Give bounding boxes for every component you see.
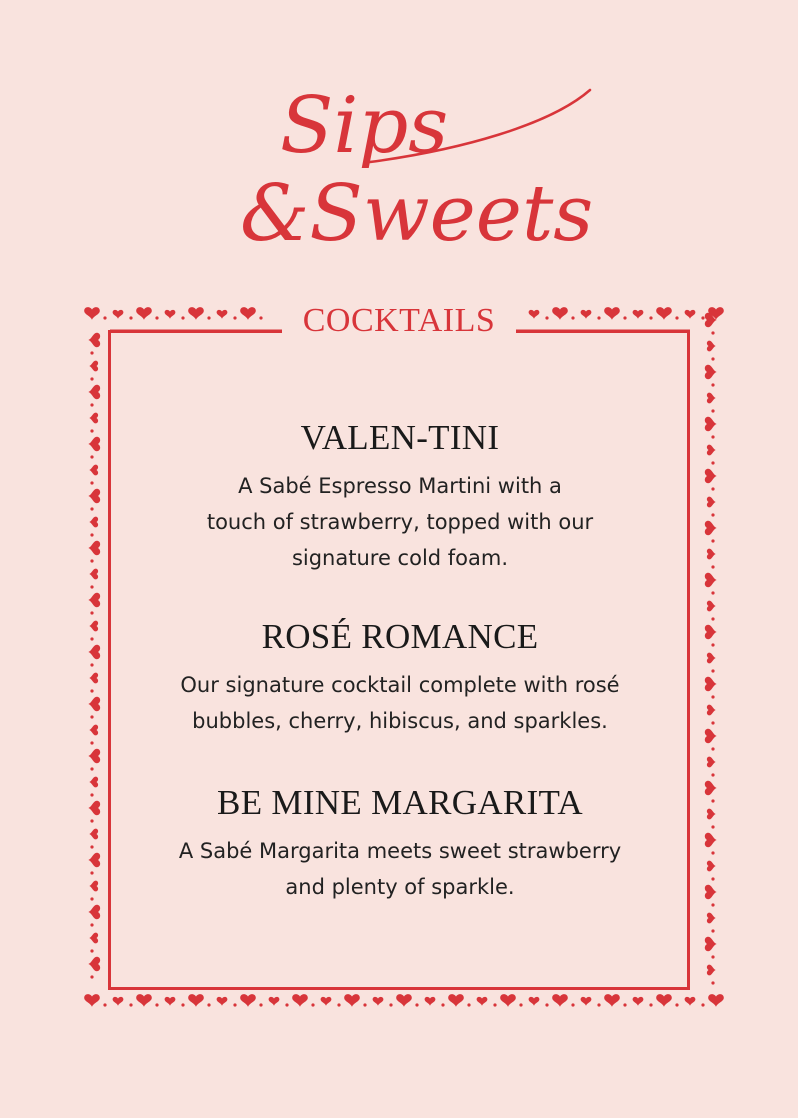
dot-icon: [711, 357, 714, 360]
heart-icon: [707, 861, 716, 872]
heart-icon: [707, 341, 716, 352]
dot-icon: [285, 1003, 288, 1006]
dot-icon: [90, 611, 93, 614]
heart-icon: [165, 997, 176, 1006]
dot-icon: [389, 1003, 392, 1006]
dot-icon: [207, 1003, 210, 1006]
dot-icon: [90, 429, 93, 432]
dot-icon: [711, 799, 714, 802]
heart-icon: [581, 310, 592, 319]
item-name: ROSÉ ROMANCE: [261, 617, 539, 656]
heart-icon: [705, 885, 717, 899]
dot-icon: [711, 721, 714, 724]
heart-icon: [705, 521, 717, 535]
heart-icon: [633, 310, 644, 319]
heart-icon: [604, 994, 620, 1007]
heart-icon: [89, 829, 98, 840]
dot-icon: [90, 897, 93, 900]
item-name: VALEN-TINI: [300, 418, 500, 457]
dot-icon: [711, 409, 714, 412]
dot-icon: [711, 643, 714, 646]
heart-icon: [88, 385, 100, 399]
heart-icon: [88, 645, 100, 659]
heart-icon: [89, 413, 98, 424]
logo-line-1: Sips: [280, 81, 449, 171]
heart-icon: [707, 497, 716, 508]
heart-icon: [89, 621, 98, 632]
dot-icon: [519, 1003, 522, 1006]
dot-icon: [711, 461, 714, 464]
dot-icon: [129, 1003, 132, 1006]
heart-icon: [88, 593, 100, 607]
heart-icon: [705, 573, 717, 587]
dot-icon: [467, 1003, 470, 1006]
heart-icon: [113, 997, 124, 1006]
heart-icon: [707, 757, 716, 768]
dot-icon: [571, 1003, 574, 1006]
dot-icon: [181, 316, 184, 319]
dot-icon: [90, 403, 93, 406]
dot-icon: [207, 316, 210, 319]
heart-icon: [88, 333, 100, 347]
heart-icon: [88, 541, 100, 555]
desc-line: and plenty of sparkle.: [285, 875, 515, 899]
dot-icon: [90, 793, 93, 796]
heart-icon: [656, 994, 672, 1007]
heart-icon: [113, 310, 124, 319]
heart-icon: [344, 994, 360, 1007]
dot-icon: [90, 715, 93, 718]
dot-icon: [90, 533, 93, 536]
dot-icon: [649, 316, 652, 319]
heart-icon: [88, 957, 100, 971]
heart-icon: [89, 361, 98, 372]
heart-icon: [448, 994, 464, 1007]
dot-icon: [90, 741, 93, 744]
heart-icon: [708, 994, 724, 1007]
heart-icon: [84, 994, 100, 1007]
heart-icon: [500, 994, 516, 1007]
dot-icon: [129, 316, 132, 319]
dot-icon: [571, 316, 574, 319]
desc-line: bubbles, cherry, hibiscus, and sparkles.: [192, 709, 608, 733]
heart-icon: [136, 994, 152, 1007]
heart-icon: [269, 997, 280, 1006]
heart-icon: [705, 833, 717, 847]
dot-icon: [711, 617, 714, 620]
dot-icon: [711, 487, 714, 490]
heart-icon: [633, 997, 644, 1006]
heart-icon: [552, 307, 568, 320]
dot-icon: [90, 481, 93, 484]
heart-icon: [425, 997, 436, 1006]
heart-icon: [705, 625, 717, 639]
heart-icon: [89, 517, 98, 528]
heart-icon: [217, 310, 228, 319]
menu-item: [150, 783, 650, 905]
dot-icon: [90, 559, 93, 562]
item-name: BE MINE MARGARITA: [217, 783, 583, 822]
desc-line: A Sabé Espresso Martini with a: [238, 474, 562, 498]
dot-icon: [711, 851, 714, 854]
dot-icon: [155, 316, 158, 319]
heart-icon: [165, 310, 176, 319]
heart-icon: [656, 307, 672, 320]
dot-icon: [337, 1003, 340, 1006]
heart-icon: [705, 417, 717, 431]
dot-icon: [711, 929, 714, 932]
dot-icon: [103, 316, 106, 319]
dot-icon: [90, 637, 93, 640]
desc-line: touch of strawberry, topped with our: [206, 510, 594, 534]
dot-icon: [711, 981, 714, 984]
heart-icon: [240, 994, 256, 1007]
item-description: [150, 833, 650, 905]
heart-icon: [705, 781, 717, 795]
dot-icon: [90, 871, 93, 874]
heart-icon: [89, 881, 98, 892]
dot-icon: [711, 539, 714, 542]
heart-icon: [89, 725, 98, 736]
dot-icon: [90, 507, 93, 510]
heart-icon: [707, 965, 716, 976]
dot-icon: [90, 455, 93, 458]
dot-icon: [90, 663, 93, 666]
dot-icon: [711, 903, 714, 906]
heart-icon: [705, 677, 717, 691]
dot-icon: [90, 351, 93, 354]
heart-icon: [136, 307, 152, 320]
dot-icon: [233, 1003, 236, 1006]
dot-icon: [711, 877, 714, 880]
heart-icon: [707, 549, 716, 560]
heart-icon: [705, 365, 717, 379]
heart-icon: [707, 913, 716, 924]
desc-line: A Sabé Margarita meets sweet strawberry: [178, 839, 622, 863]
dot-icon: [415, 1003, 418, 1006]
logo-line-2: &Sweets: [240, 169, 594, 259]
dot-icon: [90, 585, 93, 588]
heart-icon: [88, 749, 100, 763]
heart-icon: [240, 307, 256, 320]
heart-icon: [88, 437, 100, 451]
dot-icon: [711, 773, 714, 776]
dot-icon: [711, 435, 714, 438]
heart-icon: [188, 994, 204, 1007]
dot-icon: [711, 825, 714, 828]
dot-icon: [259, 316, 262, 319]
heart-icon: [707, 601, 716, 612]
heart-icon: [396, 994, 412, 1007]
heart-icon: [707, 445, 716, 456]
heart-icon: [88, 853, 100, 867]
dot-icon: [623, 316, 626, 319]
dot-icon: [441, 1003, 444, 1006]
desc-line: Our signature cocktail complete with rosé: [180, 673, 620, 697]
heart-icon: [188, 307, 204, 320]
dot-icon: [711, 383, 714, 386]
item-description: [150, 468, 650, 576]
dot-icon: [675, 1003, 678, 1006]
dot-icon: [233, 316, 236, 319]
dot-icon: [711, 513, 714, 516]
item-description: [150, 667, 650, 739]
heart-icon: [707, 705, 716, 716]
heart-icon: [529, 997, 540, 1006]
desc-line: signature cold foam.: [291, 546, 509, 570]
dot-icon: [623, 1003, 626, 1006]
heart-icon: [89, 933, 98, 944]
dot-icon: [711, 695, 714, 698]
heart-icon: [217, 997, 228, 1006]
heart-icon: [707, 393, 716, 404]
dot-icon: [363, 1003, 366, 1006]
heart-icon: [529, 310, 540, 319]
heart-icon: [373, 997, 384, 1006]
heart-icon: [707, 653, 716, 664]
menu-item: [150, 617, 650, 739]
dot-icon: [711, 565, 714, 568]
heart-icon: [321, 997, 332, 1006]
dot-icon: [597, 316, 600, 319]
dot-icon: [493, 1003, 496, 1006]
heart-icon: [604, 307, 620, 320]
heart-icon: [705, 469, 717, 483]
heart-icon: [581, 997, 592, 1006]
heart-icon: [685, 997, 696, 1006]
heart-icon: [84, 307, 100, 320]
dot-icon: [181, 1003, 184, 1006]
dot-icon: [545, 1003, 548, 1006]
dot-icon: [90, 819, 93, 822]
heart-icon: [552, 994, 568, 1007]
heart-icon: [88, 697, 100, 711]
dot-icon: [103, 1003, 106, 1006]
dot-icon: [90, 949, 93, 952]
dot-icon: [90, 923, 93, 926]
dot-icon: [597, 1003, 600, 1006]
heart-icon: [88, 905, 100, 919]
heart-icon: [707, 809, 716, 820]
heart-icon: [477, 997, 488, 1006]
heart-icon: [685, 310, 696, 319]
dot-icon: [701, 316, 704, 319]
heart-icon: [705, 937, 717, 951]
dot-icon: [711, 591, 714, 594]
section-title: COCKTAILS: [282, 302, 516, 340]
heart-icon: [89, 673, 98, 684]
dot-icon: [90, 377, 93, 380]
dot-icon: [259, 1003, 262, 1006]
dot-icon: [155, 1003, 158, 1006]
menu-item: [150, 418, 650, 576]
dot-icon: [701, 1003, 704, 1006]
dot-icon: [711, 331, 714, 334]
heart-icon: [89, 777, 98, 788]
heart-icon: [89, 569, 98, 580]
dot-icon: [90, 975, 93, 978]
dot-icon: [90, 767, 93, 770]
dot-icon: [711, 747, 714, 750]
dot-icon: [90, 845, 93, 848]
heart-icon: [89, 465, 98, 476]
heart-icon: [88, 801, 100, 815]
heart-icon: [88, 489, 100, 503]
heart-icon: [292, 994, 308, 1007]
heart-icon: [705, 729, 717, 743]
dot-icon: [649, 1003, 652, 1006]
dot-icon: [711, 955, 714, 958]
dot-icon: [675, 316, 678, 319]
dot-icon: [311, 1003, 314, 1006]
dot-icon: [90, 689, 93, 692]
dot-icon: [711, 669, 714, 672]
dot-icon: [545, 316, 548, 319]
